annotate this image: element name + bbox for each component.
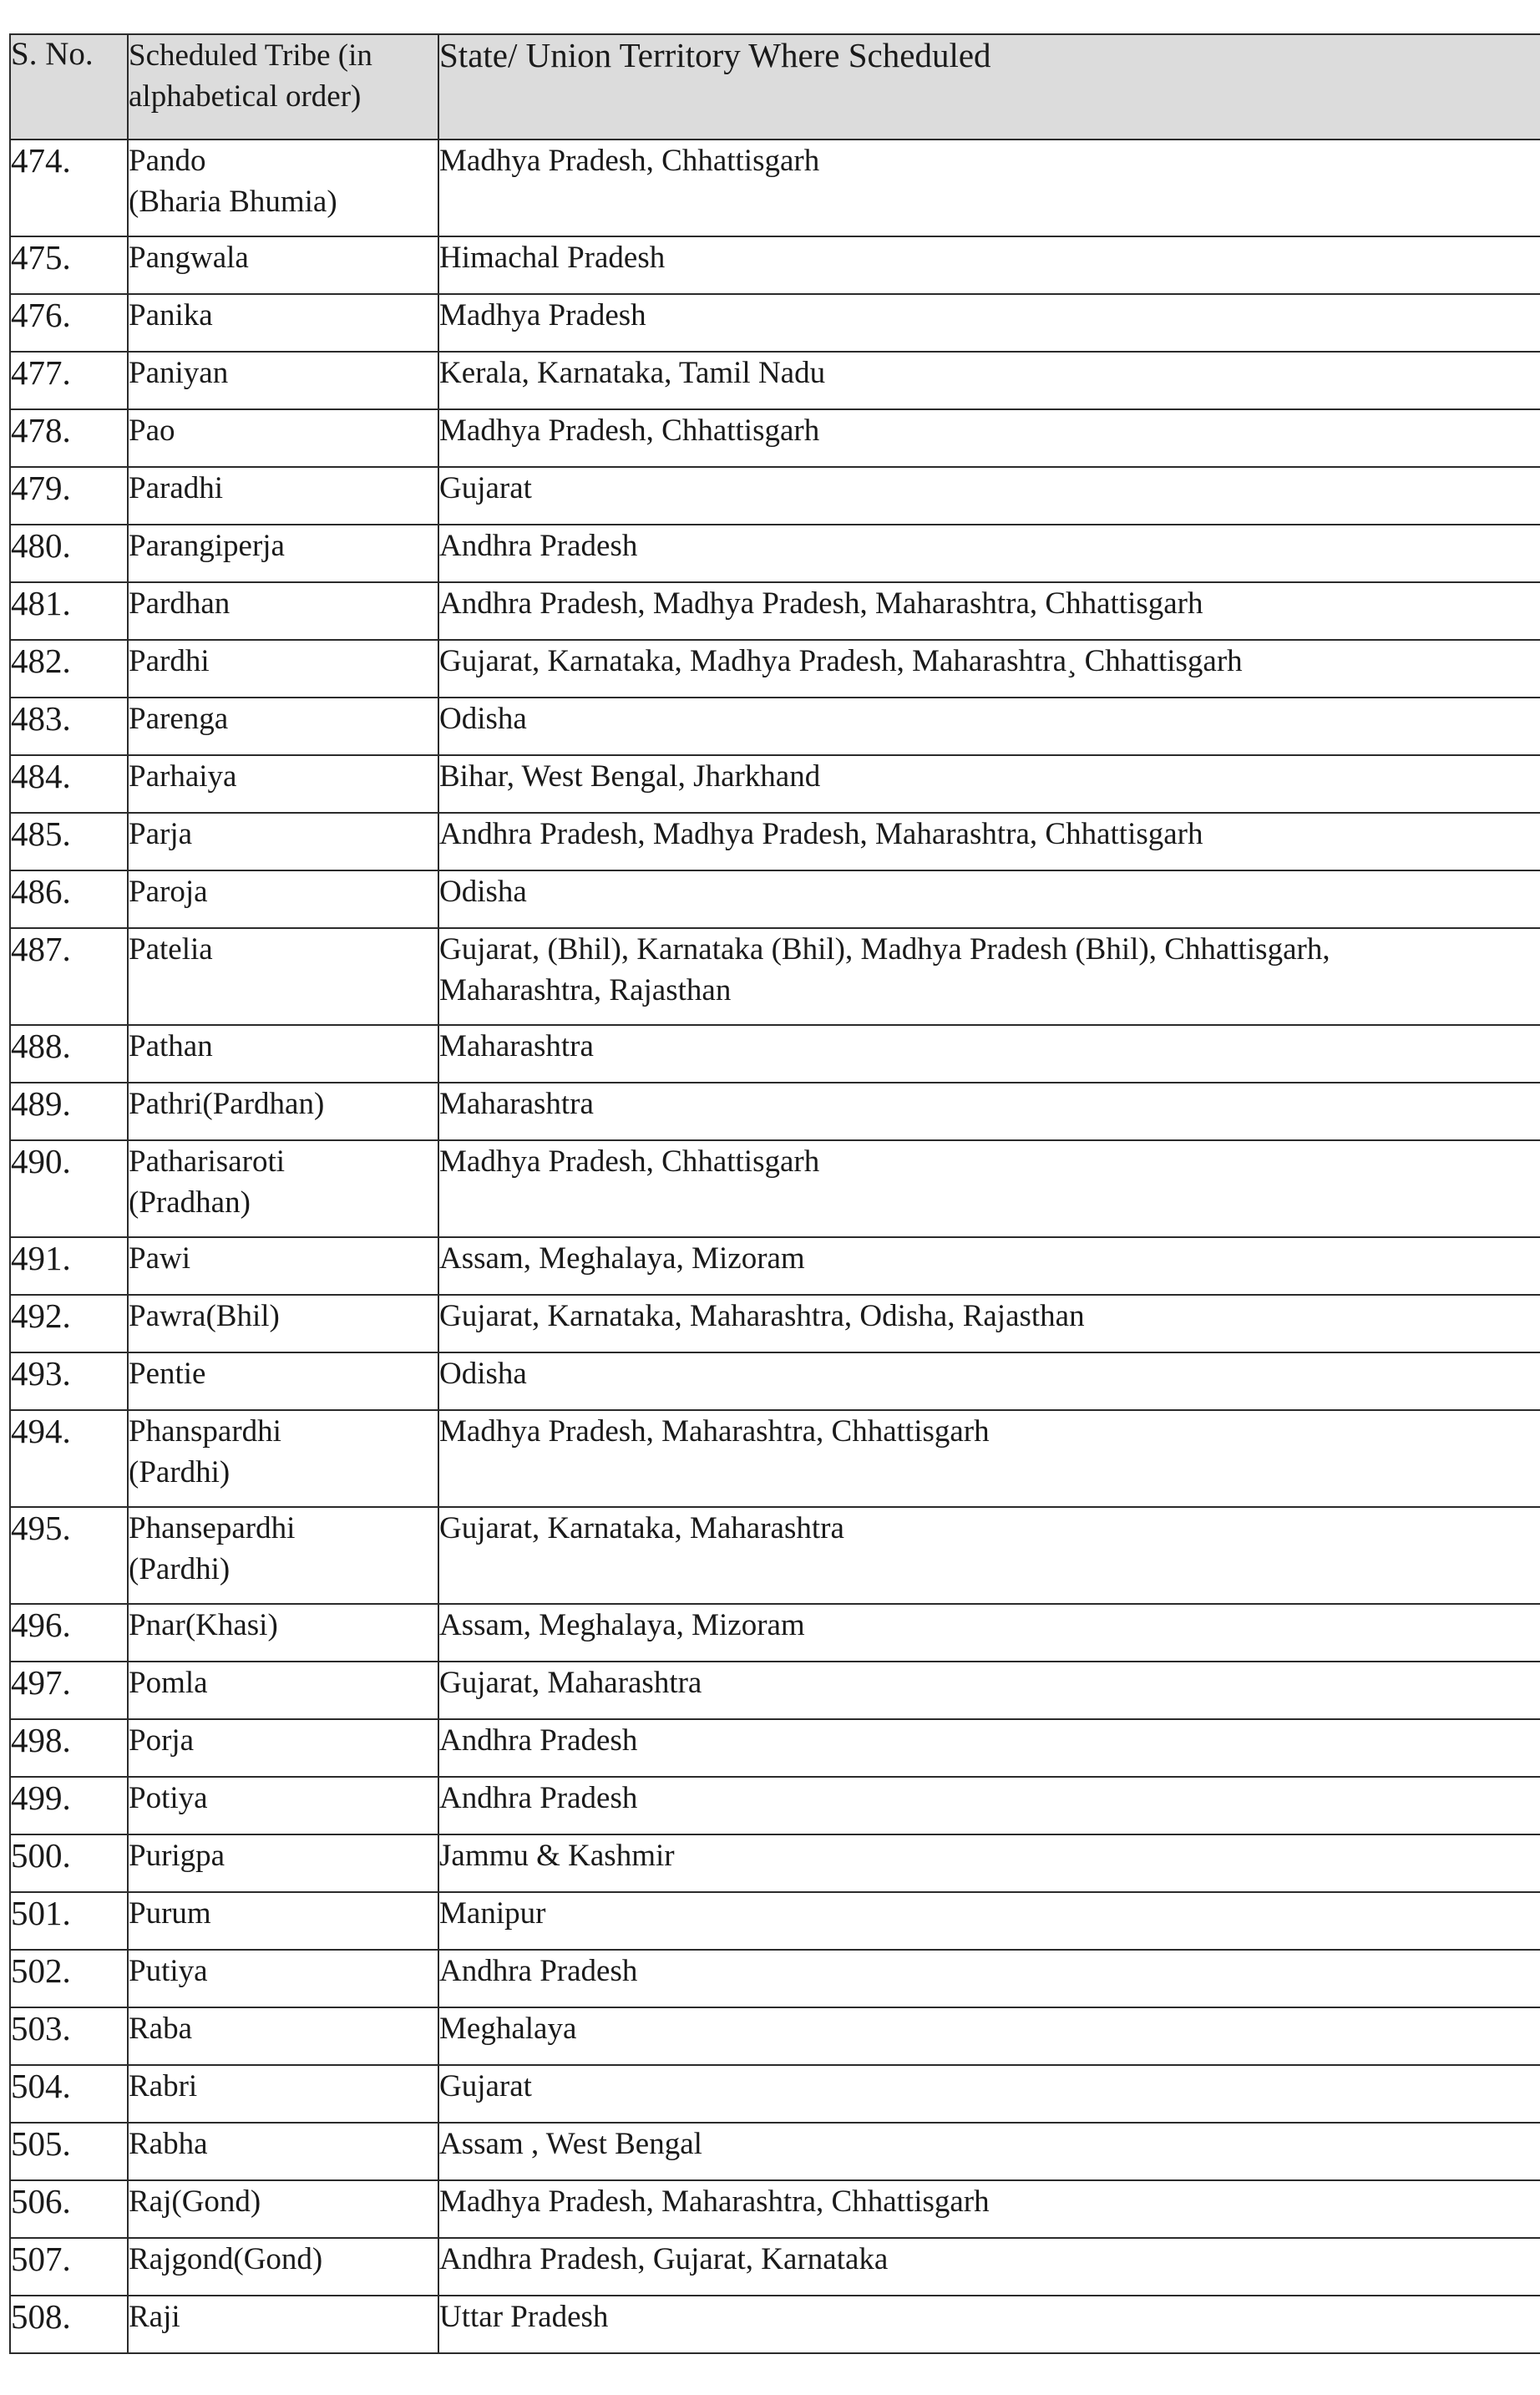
tribe-name-cell: Rajgond(Gond) (128, 2238, 438, 2296)
state-list-cell: Andhra Pradesh (438, 525, 1540, 582)
table-row (10, 2065, 1540, 2123)
tribe-name-cell: Parhaiya (128, 755, 438, 813)
tribe-name-cell: Parja (128, 813, 438, 870)
state-list-cell: Gujarat, Karnataka, Madhya Pradesh, Maharashtra¸ Chhattisgarh (438, 640, 1540, 698)
serial-number-cell: 490. (10, 1140, 128, 1237)
tribe-name-cell: Pathri(Pardhan) (128, 1083, 438, 1140)
tribe-name-cell: Paroja (128, 870, 438, 928)
header-state-territory: State/ Union Territory Where Scheduled (438, 34, 1540, 140)
state-list-cell: Kerala, Karnataka, Tamil Nadu (438, 352, 1540, 409)
table-row (10, 698, 1540, 755)
state-list-cell: Madhya Pradesh (438, 294, 1540, 352)
table-row (10, 1834, 1540, 1892)
state-list-cell: Bihar, West Bengal, Jharkhand (438, 755, 1540, 813)
serial-number-cell: 506. (10, 2180, 128, 2238)
tribe-name-cell: Parangiperja (128, 525, 438, 582)
tribe-name-cell: Pardhi (128, 640, 438, 698)
tribe-name-cell: Pao (128, 409, 438, 467)
tribe-name-cell: Purigpa (128, 1834, 438, 1892)
state-list-cell: Gujarat, Karnataka, Maharashtra, Odisha, Rajasthan (438, 1295, 1540, 1352)
table-row (10, 352, 1540, 409)
state-list-cell: Gujarat, (Bhil), Karnataka (Bhil), Madhya Pradesh (Bhil), Chhattisgarh, Maharashtra, Rajasthan (438, 928, 1540, 1025)
serial-number-cell: 485. (10, 813, 128, 870)
state-list-cell: Madhya Pradesh, Maharashtra, Chhattisgarh (438, 1410, 1540, 1507)
serial-number-cell: 492. (10, 1295, 128, 1352)
tribe-name-cell: Pentie (128, 1352, 438, 1410)
tribe-name-cell: Paniyan (128, 352, 438, 409)
table-row (10, 1950, 1540, 2007)
table-row (10, 409, 1540, 467)
tribe-name-cell: Pando (Bharia Bhumia) (128, 140, 438, 236)
serial-number-cell: 474. (10, 140, 128, 236)
state-list-cell: Andhra Pradesh (438, 1777, 1540, 1834)
tribe-name-cell: Raj(Gond) (128, 2180, 438, 2238)
document-page (9, 33, 1540, 2354)
table-row (10, 2238, 1540, 2296)
table-row (10, 1237, 1540, 1295)
table-row (10, 813, 1540, 870)
state-list-cell: Madhya Pradesh, Maharashtra, Chhattisgarh (438, 2180, 1540, 2238)
serial-number-cell: 481. (10, 582, 128, 640)
tribe-name-cell: Pnar(Khasi) (128, 1604, 438, 1662)
serial-number-cell: 487. (10, 928, 128, 1025)
state-list-cell: Andhra Pradesh (438, 1719, 1540, 1777)
serial-number-cell: 500. (10, 1834, 128, 1892)
serial-number-cell: 482. (10, 640, 128, 698)
serial-number-cell: 503. (10, 2007, 128, 2065)
table-row (10, 1507, 1540, 1604)
state-list-cell: Gujarat, Karnataka, Maharashtra (438, 1507, 1540, 1604)
serial-number-cell: 489. (10, 1083, 128, 1140)
serial-number-cell: 478. (10, 409, 128, 467)
serial-number-cell: 488. (10, 1025, 128, 1083)
tribe-name-cell: Pardhan (128, 582, 438, 640)
table-row (10, 525, 1540, 582)
header-row (10, 34, 1540, 140)
serial-number-cell: 497. (10, 1662, 128, 1719)
header-scheduled-tribe: Scheduled Tribe (in alphabetical order) (128, 34, 438, 140)
table-row (10, 1604, 1540, 1662)
tribe-name-cell: Rabri (128, 2065, 438, 2123)
tribe-name-cell: Pomla (128, 1662, 438, 1719)
tribe-name-cell: Phanspardhi (Pardhi) (128, 1410, 438, 1507)
table-row (10, 1025, 1540, 1083)
state-list-cell: Andhra Pradesh, Madhya Pradesh, Maharashtra, Chhattisgarh (438, 582, 1540, 640)
tribe-name-cell: Pawra(Bhil) (128, 1295, 438, 1352)
serial-number-cell: 507. (10, 2238, 128, 2296)
state-list-cell: Himachal Pradesh (438, 236, 1540, 294)
state-list-cell: Assam, Meghalaya, Mizoram (438, 1604, 1540, 1662)
table-row (10, 294, 1540, 352)
table-row (10, 928, 1540, 1025)
serial-number-cell: 495. (10, 1507, 128, 1604)
tribe-name-cell: Pathan (128, 1025, 438, 1083)
scheduled-tribes-table (9, 33, 1540, 2354)
table-row (10, 1892, 1540, 1950)
table-row (10, 2123, 1540, 2180)
state-list-cell: Maharashtra (438, 1025, 1540, 1083)
tribe-name-cell: Raji (128, 2296, 438, 2353)
tribe-name-cell: Panika (128, 294, 438, 352)
table-row (10, 2007, 1540, 2065)
table-row (10, 1083, 1540, 1140)
tribe-name-cell: Rabha (128, 2123, 438, 2180)
tribe-name-cell: Pangwala (128, 236, 438, 294)
state-list-cell: Andhra Pradesh, Madhya Pradesh, Maharashtra, Chhattisgarh (438, 813, 1540, 870)
table-header (10, 34, 1540, 140)
serial-number-cell: 502. (10, 1950, 128, 2007)
header-serial-number: S. No. (10, 34, 128, 140)
table-body (10, 140, 1540, 2353)
serial-number-cell: 493. (10, 1352, 128, 1410)
state-list-cell: Andhra Pradesh, Gujarat, Karnataka (438, 2238, 1540, 2296)
state-list-cell: Madhya Pradesh, Chhattisgarh (438, 1140, 1540, 1237)
tribe-name-cell: Patharisaroti (Pradhan) (128, 1140, 438, 1237)
table-row (10, 755, 1540, 813)
state-list-cell: Assam, Meghalaya, Mizoram (438, 1237, 1540, 1295)
serial-number-cell: 475. (10, 236, 128, 294)
serial-number-cell: 484. (10, 755, 128, 813)
table-row (10, 1662, 1540, 1719)
table-row (10, 1719, 1540, 1777)
serial-number-cell: 501. (10, 1892, 128, 1950)
table-row (10, 582, 1540, 640)
state-list-cell: Gujarat, Maharashtra (438, 1662, 1540, 1719)
state-list-cell: Odisha (438, 698, 1540, 755)
tribe-name-cell: Phansepardhi (Pardhi) (128, 1507, 438, 1604)
tribe-name-cell: Paradhi (128, 467, 438, 525)
state-list-cell: Assam , West Bengal (438, 2123, 1540, 2180)
table-row (10, 236, 1540, 294)
serial-number-cell: 498. (10, 1719, 128, 1777)
tribe-name-cell: Parenga (128, 698, 438, 755)
tribe-name-cell: Purum (128, 1892, 438, 1950)
state-list-cell: Andhra Pradesh (438, 1950, 1540, 2007)
table-row (10, 467, 1540, 525)
serial-number-cell: 477. (10, 352, 128, 409)
serial-number-cell: 494. (10, 1410, 128, 1507)
state-list-cell: Meghalaya (438, 2007, 1540, 2065)
serial-number-cell: 508. (10, 2296, 128, 2353)
table-row (10, 2296, 1540, 2353)
state-list-cell: Uttar Pradesh (438, 2296, 1540, 2353)
state-list-cell: Manipur (438, 1892, 1540, 1950)
state-list-cell: Madhya Pradesh, Chhattisgarh (438, 140, 1540, 236)
serial-number-cell: 505. (10, 2123, 128, 2180)
serial-number-cell: 479. (10, 467, 128, 525)
tribe-name-cell: Pawi (128, 1237, 438, 1295)
table-row (10, 140, 1540, 236)
state-list-cell: Maharashtra (438, 1083, 1540, 1140)
table-row (10, 1777, 1540, 1834)
tribe-name-cell: Potiya (128, 1777, 438, 1834)
table-row (10, 870, 1540, 928)
table-row (10, 2180, 1540, 2238)
state-list-cell: Gujarat (438, 467, 1540, 525)
state-list-cell: Odisha (438, 1352, 1540, 1410)
table-row (10, 1295, 1540, 1352)
state-list-cell: Madhya Pradesh, Chhattisgarh (438, 409, 1540, 467)
table-row (10, 1140, 1540, 1237)
serial-number-cell: 496. (10, 1604, 128, 1662)
serial-number-cell: 499. (10, 1777, 128, 1834)
table-row (10, 1410, 1540, 1507)
serial-number-cell: 486. (10, 870, 128, 928)
table-row (10, 640, 1540, 698)
serial-number-cell: 480. (10, 525, 128, 582)
state-list-cell: Gujarat (438, 2065, 1540, 2123)
serial-number-cell: 491. (10, 1237, 128, 1295)
serial-number-cell: 476. (10, 294, 128, 352)
tribe-name-cell: Raba (128, 2007, 438, 2065)
state-list-cell: Odisha (438, 870, 1540, 928)
tribe-name-cell: Putiya (128, 1950, 438, 2007)
state-list-cell: Jammu & Kashmir (438, 1834, 1540, 1892)
serial-number-cell: 483. (10, 698, 128, 755)
tribe-name-cell: Patelia (128, 928, 438, 1025)
table-row (10, 1352, 1540, 1410)
serial-number-cell: 504. (10, 2065, 128, 2123)
tribe-name-cell: Porja (128, 1719, 438, 1777)
